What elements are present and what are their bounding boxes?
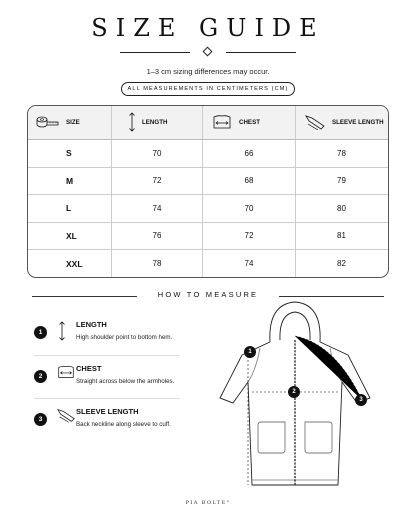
step-title: LENGTH — [76, 320, 107, 329]
diagram-marker-chest: 2 — [288, 386, 300, 398]
length-cell: 72 — [112, 168, 203, 195]
size-cell: L — [28, 195, 112, 222]
sleeve-cell: 79 — [337, 176, 346, 186]
sleeve-cell: 82 — [337, 259, 346, 269]
column-header-chest — [203, 106, 296, 139]
step-description: Straight across below the armholes. — [76, 378, 175, 385]
title-divider — [120, 47, 296, 57]
column-label: SLEEVE LENGTH — [332, 119, 384, 126]
column-label: SIZE — [66, 119, 80, 126]
chest-width-icon — [211, 114, 233, 132]
tape-measure-icon — [36, 116, 60, 130]
length-cell: 76 — [112, 223, 203, 250]
table-row — [28, 250, 388, 278]
table-header — [28, 106, 388, 140]
step-description: High shoulder point to bottom hem. — [76, 334, 173, 341]
hooded-poncho-diagram — [200, 300, 380, 495]
column-header-sleeve-length — [296, 106, 387, 139]
size-cell: S — [28, 140, 112, 167]
sleeve-cell: 80 — [337, 203, 346, 213]
size-cell: XL — [28, 223, 112, 250]
step-sleeve-length — [34, 407, 184, 437]
length-cell: 70 — [112, 140, 203, 167]
diagram-marker-sleeve: 3 — [355, 394, 367, 406]
step-divider — [34, 355, 180, 356]
page-title: SIZE GUIDE — [91, 14, 325, 42]
chest-width-icon — [56, 364, 76, 385]
table-row — [28, 168, 388, 196]
table-row — [28, 195, 388, 223]
diamond-ornament-icon — [203, 47, 213, 57]
sleeve-arrow-icon — [304, 114, 326, 132]
column-header-length — [112, 106, 203, 139]
step-divider — [34, 398, 180, 399]
size-cell: M — [28, 168, 112, 195]
step-length — [34, 320, 184, 350]
step-description: Back neckline along sleeve to cuff. — [76, 421, 171, 428]
chest-cell: 70 — [203, 195, 296, 222]
sleeve-arrow-icon — [56, 407, 76, 428]
sleeve-cell: 81 — [337, 231, 346, 241]
chest-cell: 74 — [203, 250, 296, 278]
chest-cell: 72 — [203, 223, 296, 250]
sleeve-cell: 78 — [337, 148, 346, 158]
chest-cell: 66 — [203, 140, 296, 167]
column-label: LENGTH — [142, 119, 168, 126]
step-title: CHEST — [76, 364, 102, 373]
units-badge: ALL MEASUREMENTS IN CENTIMETERS (CM) — [121, 82, 295, 96]
section-heading: HOW TO MEASURE — [157, 290, 259, 299]
column-header-size — [28, 106, 112, 139]
chest-cell: 68 — [203, 168, 296, 195]
size-cell: XXL — [28, 250, 112, 278]
brand-logo: PIA BOLTE° — [185, 500, 231, 506]
vertical-arrow-icon — [58, 320, 66, 347]
size-table — [27, 105, 389, 278]
step-chest — [34, 364, 184, 394]
step-title: SLEEVE LENGTH — [76, 407, 139, 416]
sizing-note: 1–3 cm sizing differences may occur. — [146, 67, 270, 76]
length-cell: 74 — [112, 195, 203, 222]
vertical-arrow-icon — [128, 111, 136, 135]
column-label: CHEST — [239, 119, 260, 126]
step-number-badge: 2 — [34, 370, 47, 383]
step-number-badge: 1 — [34, 326, 47, 339]
table-row — [28, 223, 388, 251]
diagram-marker-length: 1 — [244, 346, 256, 358]
length-cell: 78 — [112, 250, 203, 278]
table-row — [28, 140, 388, 168]
step-number-badge: 3 — [34, 413, 47, 426]
